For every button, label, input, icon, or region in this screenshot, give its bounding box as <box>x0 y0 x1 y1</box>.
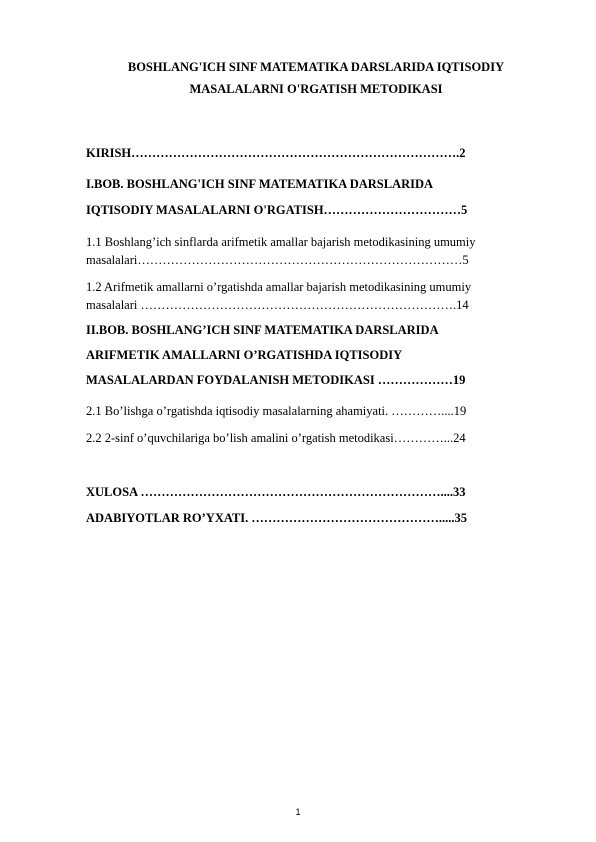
toc-entry-xulosa: XULOSA ………………………………………………………………....33 <box>86 485 466 499</box>
document-title-line-1: BOSHLANG'ICH SINF MATEMATIKA DARSLARIDA IQTISODIY <box>127 60 505 74</box>
toc-entry-kirish: KIRISH…………………………………………………………………….2 <box>86 146 466 160</box>
toc-section-1-2-line-1: 1.2 Arifmetik amallarni o’rgatishda amallar bajarish metodikasining umumiy <box>86 280 472 294</box>
document-title-line-2: MASALALARNI O'RGATISH METODIKASI <box>189 82 443 96</box>
toc-chapter-1-line-1: I.BOB. BOSHLANG'ICH SINF MATEMATIKA DARSLARIDA <box>86 177 434 191</box>
toc-chapter-2-line-3: MASALALARDAN FOYDALANISH METODIKASI ………………19 <box>86 373 466 387</box>
page-number: 1 <box>295 807 301 817</box>
toc-section-2-1: 2.1 Bo’lishga o’rgatishda iqtisodiy masalalarning ahamiyati. …………....19 <box>86 404 467 418</box>
toc-section-2-2: 2.2 2-sinf o’quvchilariga bo’lish amalini o’rgatish metodikasi…………...24 <box>86 431 466 445</box>
toc-chapter-1-line-2: IQTISODIY MASALALARNI O'RGATISH……………………………5 <box>86 203 468 217</box>
toc-section-1-1-line-1: 1.1 Boshlang’ich sinflarda arifmetik amallar bajarish metodikasining umumiy <box>86 235 476 249</box>
toc-chapter-2-line-2: ARIFMETIK AMALLARNI O’RGATISHDA IQTISODIY <box>86 348 403 362</box>
toc-section-1-2-line-2: masalalari ………………………………………………………………….14 <box>86 298 469 312</box>
toc-chapter-2-line-1: II.BOB. BOSHLANG’ICH SINF MATEMATIKA DARSLARIDA <box>86 323 439 337</box>
toc-entry-adabiyotlar: ADABIYOTLAR RO’YXATI. ……………………………………….....35 <box>86 511 468 525</box>
toc-section-1-1-line-2: masalalari……………………………………………………………………5 <box>86 253 469 267</box>
